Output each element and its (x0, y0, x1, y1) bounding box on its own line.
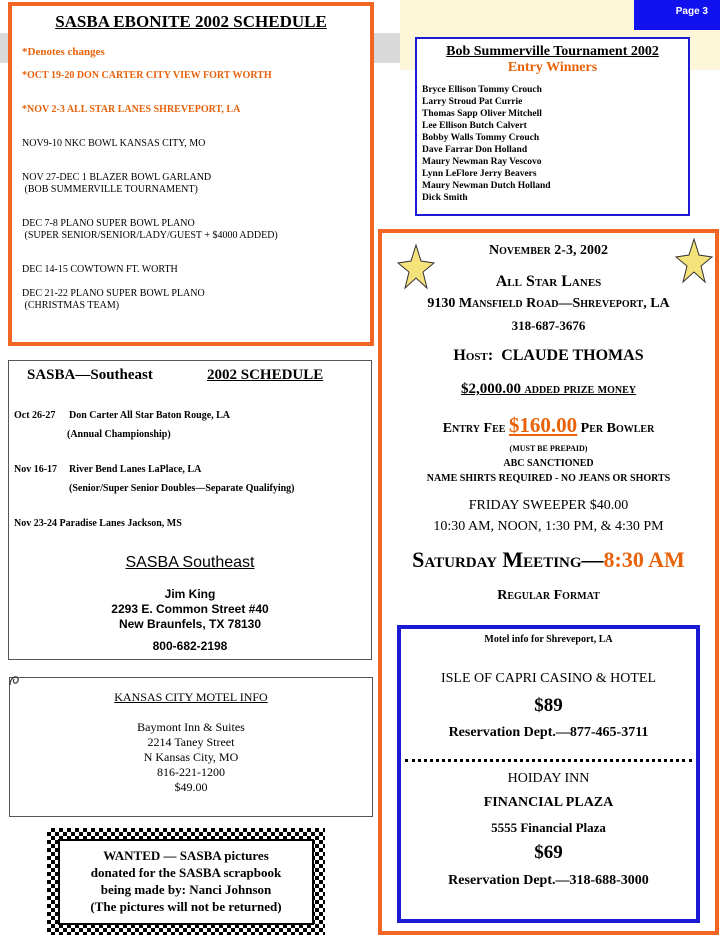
dress-code: NAME SHIRTS REQUIRED - NO JEANS OR SHORTS (426, 473, 671, 484)
kc-price: $49.00 (174, 780, 208, 794)
hotel1-name: ISLE OF CAPRI CASINO & HOTEL (440, 671, 657, 686)
event-dec-14: DEC 14-15 COWTOWN FT. WORTH (22, 264, 178, 275)
southeast-schedule-box (8, 360, 372, 660)
sweeper-times: 10:30 AM, NOON, 1:30 PM, & 4:30 PM (433, 519, 664, 534)
event-date: November 2-3, 2002 (489, 243, 608, 258)
summerville-subtitle: Entry Winners (507, 60, 598, 75)
contact-name: Jim King (164, 587, 216, 601)
ebonite-schedule-box (8, 2, 374, 346)
se-event1-note: (Annual Championship) (67, 429, 171, 440)
meeting-time: 8:30 AM (603, 547, 685, 572)
wanted-line3: being made by: Nanci Johnson (100, 882, 272, 897)
event-nov-9: NOV9-10 NKC BOWL KANSAS CITY, MO (22, 138, 206, 149)
prize-line (382, 381, 715, 398)
wanted-pictures-notice (58, 839, 314, 925)
page-number: Page 3 (634, 0, 720, 30)
meeting-line (382, 547, 715, 573)
changes-note: *Denotes changes (22, 46, 105, 58)
prepaid-note: (MUST BE PREPAID) (509, 444, 588, 453)
event-oct-19: *OCT 19-20 DON CARTER CITY VIEW FORT WORTH (22, 70, 272, 81)
winner-row: Maury Newman Ray Vescovo (422, 157, 542, 167)
se-event1-venue: Don Carter All Star Baton Rouge, LA (69, 410, 231, 421)
lanes-address: 9130 Mansfield Road—Shreveport, LA (427, 296, 670, 311)
wanted-line1: WANTED — SASBA pictures (103, 848, 269, 863)
southeast-contact-heading: SASBA Southeast (125, 554, 255, 571)
entry-per: Per Bowler (580, 421, 655, 436)
winner-row: Dave Farrar Don Holland (422, 145, 528, 155)
hotel1-price: $89 (534, 695, 563, 716)
se-event3: Nov 23-24 Paradise Lanes Jackson, MS (14, 518, 182, 529)
wanted-line2: donated for the SASBA scrapbook (90, 865, 282, 880)
winner-row: Maury Newman Dutch Holland (422, 181, 551, 191)
summerville-winners-box (415, 37, 690, 216)
hotel2-reservation: Reservation Dept.—318-688-3000 (448, 873, 649, 888)
lanes-name: All Star Lanes (495, 273, 602, 290)
kc-title: KANSAS CITY MOTEL INFO (114, 690, 268, 704)
dotted-divider (405, 759, 692, 762)
se-event1-date: Oct 26-27 (14, 410, 56, 421)
event-dec-7-note: (SUPER SENIOR/SENIOR/LADY/GUEST + $4000 ADDED) (22, 230, 278, 241)
hotel1-reservation: Reservation Dept.—877-465-3711 (448, 725, 649, 740)
entry-amount: $160.00 (508, 413, 578, 437)
winner-row: Thomas Sapp Oliver Mitchell (422, 109, 542, 119)
prize-label: added prize money (524, 382, 636, 397)
event-dec-21-note: (CHRISTMAS TEAM) (22, 300, 120, 311)
summerville-title: Bob Summerville Tournament 2002 (446, 44, 659, 59)
abc-sanctioned: ABC SANCTIONED (503, 458, 594, 469)
contact-address1: 2293 E. Common Street #40 (111, 602, 269, 616)
winner-row: Larry Stroud Pat Currie (422, 97, 523, 107)
se-event2-venue: River Bend Lanes LaPlace, LA (69, 464, 202, 475)
entry-fee-line (382, 413, 715, 438)
kc-street: 2214 Taney Street (147, 735, 235, 749)
kc-motel-box (9, 677, 373, 817)
contact-phone: 800-682-2198 (152, 639, 228, 653)
contact-address2: New Braunfels, TX 78130 (118, 617, 262, 631)
host-label: Host: (453, 347, 494, 364)
host-line (382, 347, 715, 365)
winner-row: Bobby Walls Tommy Crouch (422, 133, 540, 143)
kc-city: N Kansas City, MO (143, 750, 239, 764)
southeast-title: SASBA—Southeast (27, 367, 153, 383)
kc-phone: 816-221-1200 (157, 765, 225, 779)
event-nov-2: *NOV 2-3 ALL STAR LANES SHREVEPORT, LA (22, 104, 241, 115)
event-nov-27: NOV 27-DEC 1 BLAZER BOWL GARLAND (22, 172, 212, 183)
hotel2-name: HOIDAY INN (507, 771, 590, 786)
event-dec-21: DEC 21-22 PLANO SUPER BOWL PLANO (22, 288, 205, 299)
meeting-label: Saturday Meeting— (412, 547, 604, 572)
hotel2-name-line2: FINANCIAL PLAZA (483, 795, 614, 810)
format-line: Regular Format (497, 588, 600, 603)
wanted-line4: (The pictures will not be returned) (90, 899, 282, 914)
southeast-schedule-title: 2002 SCHEDULE (207, 367, 324, 383)
hotel2-address: 5555 Financial Plaza (491, 820, 606, 835)
event-nov-27-note: (BOB SUMMERVILLE TOURNAMENT) (22, 184, 198, 195)
winner-row: Lee Ellison Butch Calvert (422, 121, 527, 131)
shreveport-motel-box (397, 625, 700, 923)
event-dec-7: DEC 7-8 PLANO SUPER BOWL PLANO (22, 218, 195, 229)
kc-hotel: Baymont Inn & Suites (137, 720, 245, 734)
hotel2-price: $69 (534, 842, 563, 863)
sweeper-line: FRIDAY SWEEPER $40.00 (468, 498, 629, 513)
se-event2-date: Nov 16-17 (14, 464, 58, 475)
prize-amount: $2,000.00 (461, 381, 522, 397)
entry-label: Entry Fee (442, 421, 506, 436)
lanes-phone: 318-687-3676 (511, 318, 586, 333)
winner-row: Lynn LeFlore Jerry Beavers (422, 169, 537, 179)
ebonite-title: SASBA EBONITE 2002 SCHEDULE (55, 12, 327, 31)
winner-row: Dick Smith (422, 193, 468, 203)
host-name: CLAUDE THOMAS (501, 347, 644, 364)
motel-header: Motel info for Shreveport, LA (484, 634, 613, 645)
se-event2-note: (Senior/Super Senior Doubles—Separate Qualifying) (69, 483, 295, 494)
winner-row: Bryce Ellison Tommy Crouch (422, 85, 542, 95)
scroll-curl-icon (8, 673, 22, 687)
